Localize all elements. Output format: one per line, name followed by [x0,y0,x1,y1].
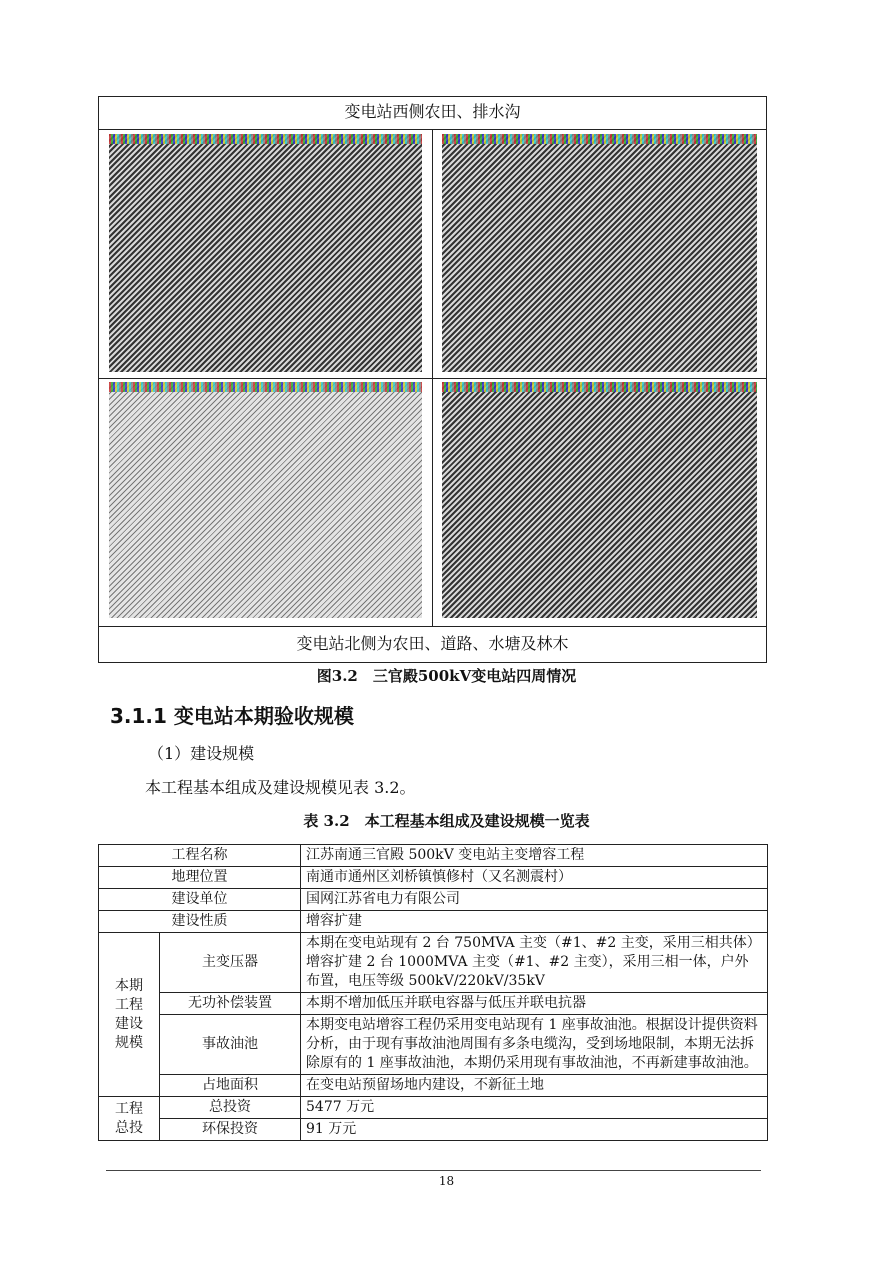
row-label: 环保投资 [160,1119,301,1141]
row-value: 江苏南通三官殿 500kV 变电站主变增容工程 [301,845,768,867]
row-value: 本期变电站增容工程仍采用变电站现有 1 座事故油池。根据设计提供资料分析，由于现有事故油池周围有多条电缆沟，受到场地限制，本期无法拆除原有的 1 座事故油池，本期仍采用现有事故油池，不再新建事故油池。 [301,1015,768,1075]
figure-title: 图3.2 三官殿500kV变电站四周情况 [316,667,577,685]
row-label: 建设单位 [99,889,301,911]
row-label: 地理位置 [99,867,301,889]
row-value: 本期在变电站现有 2 台 750MVA 主变（#1、#2 主变，采用三相共体）增容扩建 2 台 1000MVA 主变（#1、#2 主变），采用三相一体，户外布置，电压等级 500kV/220kV/35kV [301,933,768,993]
row-value: 5477 万元 [301,1097,768,1119]
row-value: 91 万元 [301,1119,768,1141]
table-row [99,1119,768,1141]
row-label: 建设性质 [99,911,301,933]
photo-north-1 [109,382,422,618]
figure-bottom-caption: 变电站北侧为农田、道路、水塘及林木 [99,626,766,662]
row-label: 事故油池 [160,1015,301,1075]
row-value: 国网江苏省电力有限公司 [301,889,768,911]
section-heading: 3.1.1 变电站本期验收规模 [110,704,354,728]
photo-west-1 [109,134,422,372]
row-value: 增容扩建 [301,911,768,933]
figure-frame [98,96,767,663]
list-item-scale: （1）建设规模 [148,744,255,763]
group-label-invest: 工程总投 [99,1097,160,1141]
group-label-scale: 本期工程建设规模 [99,933,160,1097]
photo-west-2 [442,134,757,372]
intro-paragraph: 本工程基本组成及建设规模见表 3.2。 [145,778,416,797]
row-label: 总投资 [160,1097,301,1119]
figure-horizontal-divider [99,378,766,379]
row-value: 本期不增加低压并联电容器与低压并联电抗器 [301,993,768,1015]
table-row [99,993,768,1015]
table-row [99,889,768,911]
table-row [99,1015,768,1075]
table-row [99,911,768,933]
table-row [99,845,768,867]
figure-top-caption: 变电站西侧农田、排水沟 [99,97,766,130]
row-value: 在变电站预留场地内建设，不新征土地 [301,1075,768,1097]
table-row [99,1097,768,1119]
row-label: 工程名称 [99,845,301,867]
page-number: 18 [438,1174,455,1188]
row-label: 主变压器 [160,933,301,993]
spec-table [98,844,768,1141]
table-row [99,933,768,993]
photo-north-2 [442,382,757,618]
table-row [99,867,768,889]
row-value: 南通市通州区刘桥镇慎修村（又名测震村） [301,867,768,889]
table-row [99,1075,768,1097]
row-label: 无功补偿装置 [160,993,301,1015]
footer-divider [106,1170,761,1171]
table-title: 表 3.2 本工程基本组成及建设规模一览表 [303,812,590,830]
row-label: 占地面积 [160,1075,301,1097]
